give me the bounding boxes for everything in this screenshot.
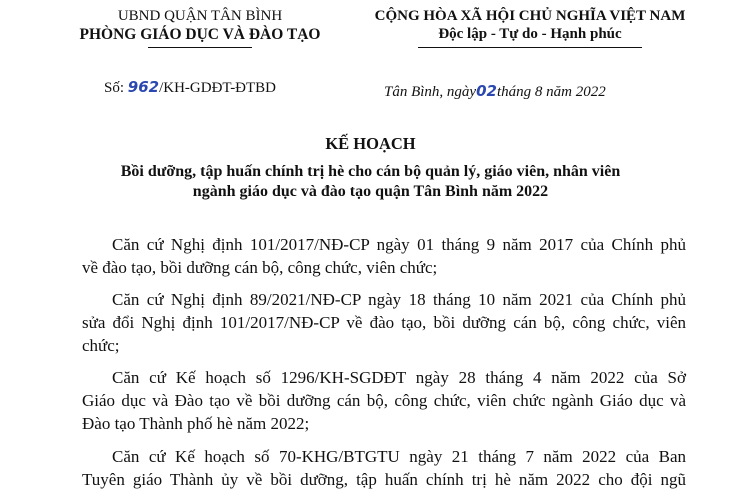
document-number (104, 78, 276, 97)
national-motto: Độc lập - Tự do - Hạnh phúc (438, 26, 622, 42)
paragraph-line: Giáo dục và Đào tạo về bồi dưỡng cán bộ, công chức, viên chức ngành Giáo dục và (82, 391, 686, 410)
paragraph-line: Căn cứ Nghị định 101/2017/NĐ-CP ngày 01 tháng 9 năm 2017 của Chính phủ (112, 235, 686, 254)
document-type-title: KẾ HOẠCH (325, 134, 416, 153)
paragraph-line: sửa đổi Nghị định 101/2017/NĐ-CP về đào tạo, bồi dưỡng cán bộ, công chức, viên (82, 313, 686, 332)
document-date (384, 82, 606, 101)
paragraph-line: về đào tạo, bồi dưỡng cán bộ, công chức, viên chức; (82, 258, 438, 277)
handwritten-day: 02 (476, 82, 497, 100)
paragraph-line: chức; (82, 336, 120, 355)
paragraph-line: Tuyên giáo Thành ủy về bồi dưỡng, tập huấn chính trị hè năm 2022 cho đội ngũ (82, 470, 686, 489)
date-prefix: Tân Bình, ngày (384, 84, 477, 100)
paragraph-line: Căn cứ Kế hoạch số 1296/KH-SGDĐT ngày 28 tháng 4 năm 2022 của Sở (112, 368, 686, 387)
number-code: /KH-GDĐT-ĐTBD (159, 80, 277, 96)
paragraph-line: Đào tạo Thành phố hè năm 2022; (82, 414, 310, 433)
legal-basis-paragraph-3 (82, 366, 686, 435)
issuing-agency: UBND QUẬN TÂN BÌNH (117, 8, 283, 24)
country-name: CỘNG HÒA XÃ HỘI CHỦ NGHĨA VIỆT NAM (374, 8, 686, 24)
legal-basis-paragraph-4 (82, 445, 686, 491)
subtitle-line-1: Bồi dưỡng, tập huấn chính trị hè cho cán bộ quản lý, giáo viên, nhân viên (120, 163, 621, 180)
legal-basis-paragraph-1 (82, 233, 686, 279)
issuing-department: PHÒNG GIÁO DỤC VÀ ĐÀO TẠO (79, 26, 321, 43)
department-underline (148, 47, 252, 48)
date-suffix: tháng 8 năm 2022 (496, 84, 606, 100)
paragraph-line: Căn cứ Nghị định 89/2021/NĐ-CP ngày 18 tháng 10 năm 2021 của Chính phủ (112, 290, 686, 309)
number-label: Số: (104, 80, 125, 96)
motto-underline (418, 47, 642, 48)
handwritten-number: 962 (127, 78, 160, 96)
paragraph-line: Căn cứ Kế hoạch số 70-KHG/BTGTU ngày 21 tháng 7 năm 2022 của Ban (112, 447, 686, 466)
legal-basis-paragraph-2 (82, 288, 686, 357)
subtitle-line-2: ngành giáo dục và đào tạo quận Tân Bình năm 2022 (192, 183, 549, 200)
